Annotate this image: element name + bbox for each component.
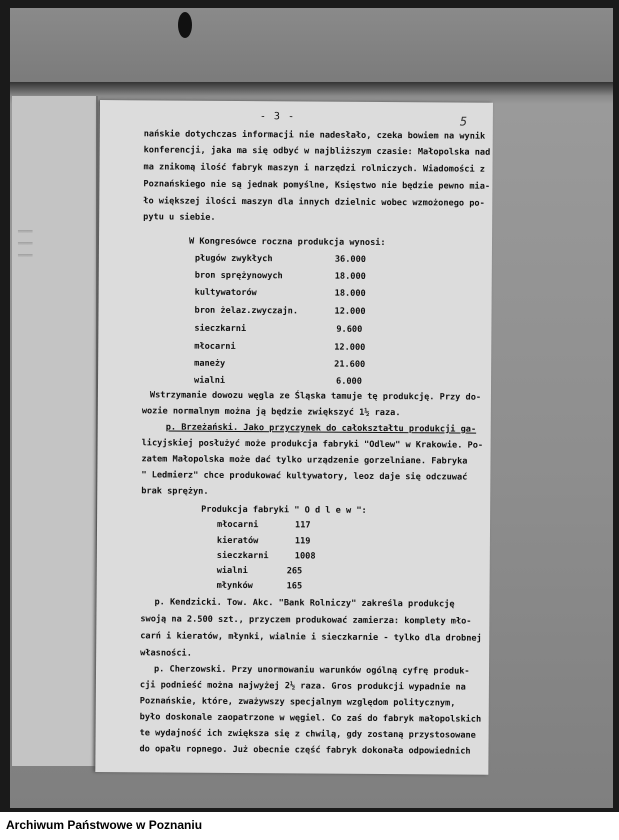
table-row bbox=[194, 341, 366, 353]
item-label: wialni bbox=[216, 565, 248, 577]
item-value: 117 bbox=[295, 520, 311, 531]
table-row bbox=[194, 323, 363, 335]
text-line: Poznańskiego nie są jednak pomyślne, Księstwo nie będzie pewno mia- bbox=[143, 179, 491, 192]
item-value: 6.000 bbox=[336, 376, 362, 387]
archive-footer bbox=[0, 812, 619, 840]
item-label: bron żelaz.zwyczajn. bbox=[194, 305, 299, 317]
text-line: ło większej ilości maszyn dla innych dzielnic wobec wzmożonego po- bbox=[143, 196, 485, 209]
text-line: własności. bbox=[140, 648, 192, 659]
text-line: było doskonale zaopatrzone w węgiel. Co zaś do fabryk małopolskich bbox=[139, 712, 482, 725]
item-value: 9.600 bbox=[336, 324, 363, 335]
item-label: młocarni bbox=[217, 519, 259, 531]
table-row bbox=[194, 305, 366, 318]
item-value: 165 bbox=[286, 581, 303, 592]
text-line: cji podnieść można najwyżej 2½ raza. Gros produkcji wypadnie na bbox=[139, 680, 466, 693]
page-number: - 3 - bbox=[259, 111, 296, 123]
item-value: 21.600 bbox=[334, 359, 366, 370]
table-row bbox=[216, 580, 303, 592]
item-value: 265 bbox=[286, 566, 303, 577]
item-label: sieczkarni bbox=[194, 323, 247, 335]
table-row bbox=[216, 550, 316, 562]
underlying-page: ═══ ═══ ═══ bbox=[12, 96, 98, 766]
table-row bbox=[194, 287, 366, 299]
table-row bbox=[216, 535, 311, 547]
item-value: 36.000 bbox=[334, 254, 366, 265]
item-value: 119 bbox=[294, 536, 311, 547]
fold-shadow bbox=[10, 82, 613, 96]
text-line: pytu u siebie. bbox=[143, 212, 216, 223]
text-line: licyjskiej posłużyć może produkcja fabryki "Odlew" w Krakowie. Po- bbox=[141, 438, 484, 451]
text-line: brak sprężyn. bbox=[141, 486, 209, 497]
table-row bbox=[216, 565, 303, 577]
text-line: te wydajność ich zwiększa się z chwilą, gdy zostaną przystosowane bbox=[139, 728, 476, 741]
text-line: " Ledmierz" chce produkować kultywatory, leoz daje się odczuwać bbox=[141, 470, 468, 483]
text-line: zatem Małopolska może dać tylko urządzenie gorzelniane. Fabryka bbox=[141, 454, 468, 467]
item-label: kieratów bbox=[216, 535, 259, 547]
text-line: p. Cherzowski. Przy unormowaniu warunków ogólną cyfrę produk- bbox=[153, 664, 470, 677]
table-row bbox=[217, 519, 311, 531]
item-value: 12.000 bbox=[334, 342, 366, 353]
text-line: ma znikomą ilość fabryk maszyn i narzędzi rolniczych. Wiadomości z bbox=[143, 162, 486, 175]
item-label: kultywatorów bbox=[194, 287, 257, 299]
text-line: Wstrzymanie dowozu węgla ze Śląska tamuje tę produkcję. Przy do- bbox=[149, 390, 482, 403]
item-label: pługów zwykłych bbox=[194, 253, 273, 265]
text-line: do opału ropnego. Już obecnie część fabryk dokonała odpowiednich bbox=[139, 744, 471, 757]
text-line: swoją na 2.500 szt., przyczem produkować zamierza: komplety mło- bbox=[140, 614, 472, 627]
item-label: sieczkarni bbox=[216, 550, 269, 562]
text-line: p. Brzeżański. Jako przyczynek do całokształtu produkcji ga- bbox=[165, 422, 477, 435]
item-value: 12.000 bbox=[334, 306, 366, 317]
item-label: maneży bbox=[194, 358, 226, 369]
congress-heading: W Kongresówce roczna produkcja wynosi: bbox=[188, 236, 386, 248]
odlew-heading: Produkcja fabryki " O d l e w ": bbox=[201, 504, 367, 516]
item-value: 1008 bbox=[294, 551, 316, 562]
item-label: bron sprężynowych bbox=[194, 270, 283, 282]
text-line: p. Kendzicki. Tow. Akc. "Bank Rolniczy" zakreśla produkcję bbox=[154, 597, 455, 610]
item-value: 18.000 bbox=[334, 288, 366, 299]
item-label: młocarni bbox=[194, 341, 236, 352]
document-page bbox=[95, 100, 493, 775]
table-row bbox=[194, 253, 366, 266]
item-label: młynków bbox=[216, 580, 253, 592]
table-row bbox=[194, 358, 366, 370]
item-value: 18.000 bbox=[334, 271, 366, 282]
text-line: carń i kieratów, młynki, wialnie i sieczkarnie - tylko dla drobnej bbox=[140, 631, 482, 644]
corner-mark: 5 bbox=[459, 114, 468, 129]
table-row bbox=[194, 375, 362, 387]
text-line: nańskie dotychczas informacji nie nadesłało, czeka bowiem na wynik bbox=[143, 129, 486, 142]
table-row bbox=[194, 270, 366, 283]
text-line: wozie normalnym można ją będzie zwiększyć 1½ raza. bbox=[141, 406, 401, 419]
text-line: konferencji, jaka ma się odbyć w najbliższym czasie: Małopolska nad bbox=[143, 145, 491, 158]
ink-smudge bbox=[178, 12, 192, 38]
item-label: wialni bbox=[194, 375, 226, 386]
archive-label: Archiwum Państwowe w Poznaniu bbox=[6, 818, 203, 832]
text-line: Poznańskie, które, zważywszy specjalnym względom politycznym, bbox=[139, 696, 456, 709]
